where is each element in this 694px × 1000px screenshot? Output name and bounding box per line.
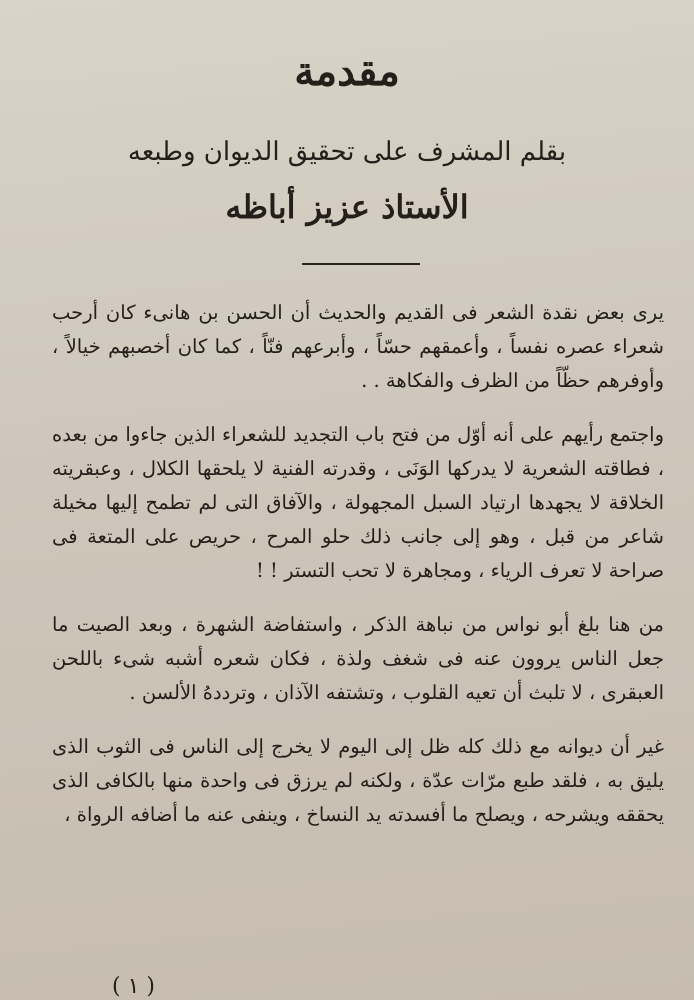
paragraph-3: من هنا بلغ أبو نواس من نباهة الذكر ، واستفاضة الشهرة ، وبعد الصيت ما جعل الناس يروون عنه فى شغف ولذة ، فكان شعره أشبه شىء باللحن العبقرى ، لا تلبث أن تعيه القلوب ، وتشتفه الآذان ، وترددهُ الألسن . [52,613,664,704]
paragraph-1: يرى بعض نقدة الشعر فى القديم والحديث أن الحسن بن هانىء كان أرحب شعراء عصره نفساً ، وأعمقهم حسّاً ، وأبرعهم فنّاً ، كما كان أخصبهم خيالاً ، وأوفرهم حظّاً من الظرف والفكاهة . . [52,301,664,392]
paragraph-4: غير أن ديوانه مع ذلك كله ظل إلى اليوم لا يخرج إلى الناس فى الثوب الذى يليق به ، فلقد طبع مرّات عدّة ، ولكنه لم يرزق فى واحدة منها بالكافى الذى يحققه ويشرحه ، ويصلح ما أفسدته يد النساخ ، وينفى عنه ما أضافه الرواة ، [52,735,664,826]
page-title: مقدمة [294,48,400,95]
body-text [52,296,664,832]
divider-rule [302,263,420,265]
page-number: ( ١ ) [112,974,155,999]
paragraph-2: واجتمع رأيهم على أنه أوّل من فتح باب التجديد للشعراء الذين جاءوا من بعده ، فطاقته الشعرية لا يدركها الوَنَى ، وقدرته الفنية لا يلحقها الكلال ، وعبقريته الخلاقة لا يجهدها ارتياد السبل المجهولة ، والآفاق التى لم تطمح إليها مخيلة شاعر من قبل ، وهو إلى جانب ذلك حلو المرح ، حريص على المتعة فى صراحة لا تعرف الرياء ، ومجاهرة لا تحب التستر ! ! [52,423,664,582]
byline: بقلم المشرف على تحقيق الديوان وطبعه [127,137,567,167]
author-name: الأستاذ عزيز أباظه [225,188,469,226]
